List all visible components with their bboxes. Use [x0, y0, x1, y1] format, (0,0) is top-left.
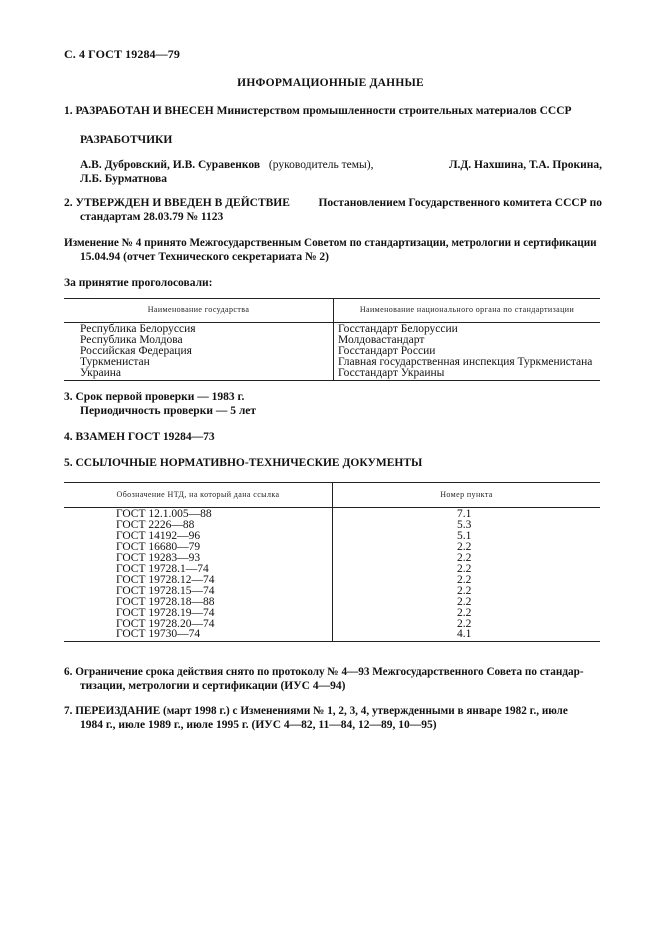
amendment-line-1: Изменение № 4 принято Межгосударственным Советом по стандартизации, метрологии и сертификации: [64, 237, 597, 249]
reference-row-doc: ГОСТ 19283—93: [116, 552, 201, 564]
reference-row-clause: 2.2: [457, 596, 472, 608]
reference-row-clause: 2.2: [457, 607, 472, 619]
page-reference-header: С. 4 ГОСТ 19284—79: [64, 47, 180, 61]
section-3-periodicity: Периодичность проверки — 5 лет: [80, 405, 257, 417]
voting-row-state: Украина: [80, 367, 121, 379]
section-3-line-1: [64, 390, 244, 405]
reference-table-header-clause: Номер пункта: [440, 490, 493, 499]
section-3-number: 3.: [64, 391, 73, 403]
voting-row-body: Главная государственная инспекция Туркменистана: [338, 356, 593, 368]
voting-table-header-state: Наименование государства: [147, 305, 250, 314]
section-2-line-2: стандартам 28.03.79 № 1123: [80, 211, 224, 223]
reference-row-doc: ГОСТ 19728.18—88: [116, 596, 215, 608]
reference-row-doc: ГОСТ 19728.20—74: [116, 618, 215, 630]
voting-row-state: Республика Молдова: [80, 334, 183, 346]
section-5-text: ССЫЛОЧНЫЕ НОРМАТИВНО-ТЕХНИЧЕСКИЕ ДОКУМЕНТЫ: [75, 457, 423, 469]
section-5: [64, 456, 422, 471]
voting-row-state: Туркменистан: [80, 356, 150, 368]
section-6-line-2: тизации, метрологии и сертификации (ИУС 4—94): [80, 680, 346, 692]
voting-row-state: Республика Белоруссия: [80, 323, 196, 335]
reference-row-clause: 4.1: [457, 628, 472, 640]
reference-row-clause: 7.1: [457, 508, 472, 520]
amendment-line-2: 15.04.94 (отчет Технического секретариата № 2): [80, 251, 329, 263]
reference-row-doc: ГОСТ 19728.1—74: [116, 563, 209, 575]
section-1-lead: РАЗРАБОТАН И ВНЕСЕН: [75, 105, 214, 117]
section-2-text: Постановлением Государственного комитета СССР по: [318, 197, 602, 209]
reference-row-doc: ГОСТ 12.1.005—88: [116, 508, 212, 520]
developer-role: (руководитель темы),: [268, 159, 374, 171]
reference-row-clause: 2.2: [457, 585, 472, 597]
reference-documents-table: [64, 482, 600, 642]
developer-names-2: Л.Д. Нахшина, Т.А. Прокина,: [448, 159, 602, 171]
reference-row-clause: 2.2: [457, 618, 472, 630]
section-1-number: 1.: [64, 105, 73, 117]
section-6-text: Ограничение срока действия снято по протоколу № 4—93 Межгосударственного Совета по стандар-: [75, 666, 584, 678]
section-7-line-2: 1984 г., июле 1989 г., июле 1995 г. (ИУС 4—82, 11—84, 12—89, 10—95): [80, 719, 437, 731]
reference-row-doc: ГОСТ 2226—88: [116, 519, 195, 531]
document-title: ИНФОРМАЦИОННЫЕ ДАННЫЕ: [237, 77, 424, 89]
section-5-number: 5.: [64, 457, 73, 469]
section-7-text: (март 1998 г.) с Изменениями № 1, 2, 3, 4, утвержденными в январе 1982 г., июле: [163, 705, 568, 717]
reference-row-clause: 2.2: [457, 541, 472, 553]
reference-row-doc: ГОСТ 16680—79: [116, 541, 201, 553]
section-7-line-1: [64, 704, 568, 719]
reference-row-doc: ГОСТ 19728.12—74: [116, 574, 215, 586]
section-7-lead: ПЕРЕИЗДАНИЕ: [75, 705, 161, 717]
section-6-number: 6.: [64, 666, 73, 678]
reference-row-doc: ГОСТ 14192—96: [116, 530, 201, 542]
section-6-line-1: [64, 665, 584, 680]
reference-row-clause: 5.3: [457, 519, 472, 531]
voting-table-header-body: Наименование национального органа по стандартизации: [359, 305, 575, 314]
section-2-number: 2.: [64, 197, 73, 209]
section-1: [64, 104, 572, 119]
developer-names-1: А.В. Дубровский, И.В. Суравенков: [80, 159, 261, 171]
section-4: [64, 430, 215, 445]
reference-row-clause: 5.1: [457, 530, 472, 542]
section-7-number: 7.: [64, 705, 73, 717]
voting-row-body: Госстандарт Белоруссии: [338, 323, 458, 335]
voting-row-body: Госстандарт России: [338, 345, 436, 357]
section-2-line-1: [64, 196, 602, 211]
voting-row-state: Российская Федерация: [80, 345, 192, 357]
developer-names-3: Л.Б. Бурматнова: [80, 173, 167, 185]
reference-row-doc: ГОСТ 19728.19—74: [116, 607, 215, 619]
reference-row-doc: ГОСТ 19730—74: [116, 628, 201, 640]
voting-table: [64, 298, 600, 381]
developers-heading: РАЗРАБОТЧИКИ: [80, 134, 173, 146]
developers-line-1: [80, 158, 602, 173]
section-3-first-check: Срок первой проверки — 1983 г.: [75, 391, 245, 403]
reference-row-clause: 2.2: [457, 552, 472, 564]
voted-heading: За принятие проголосовали:: [64, 277, 213, 289]
section-2-lead: УТВЕРЖДЕН И ВВЕДЕН В ДЕЙСТВИЕ: [75, 197, 290, 209]
section-1-text: Министерством промышленности строительных материалов СССР: [216, 105, 572, 117]
voting-row-body: Госстандарт Украины: [338, 367, 445, 379]
voting-row-body: Молдовастандарт: [338, 334, 425, 346]
section-4-number: 4.: [64, 431, 73, 443]
section-4-text: ВЗАМЕН ГОСТ 19284—73: [75, 431, 215, 443]
reference-row-clause: 2.2: [457, 574, 472, 586]
reference-table-header-doc: Обозначение НТД, на который дана ссылка: [116, 490, 280, 499]
reference-row-clause: 2.2: [457, 563, 472, 575]
reference-row-doc: ГОСТ 19728.15—74: [116, 585, 215, 597]
